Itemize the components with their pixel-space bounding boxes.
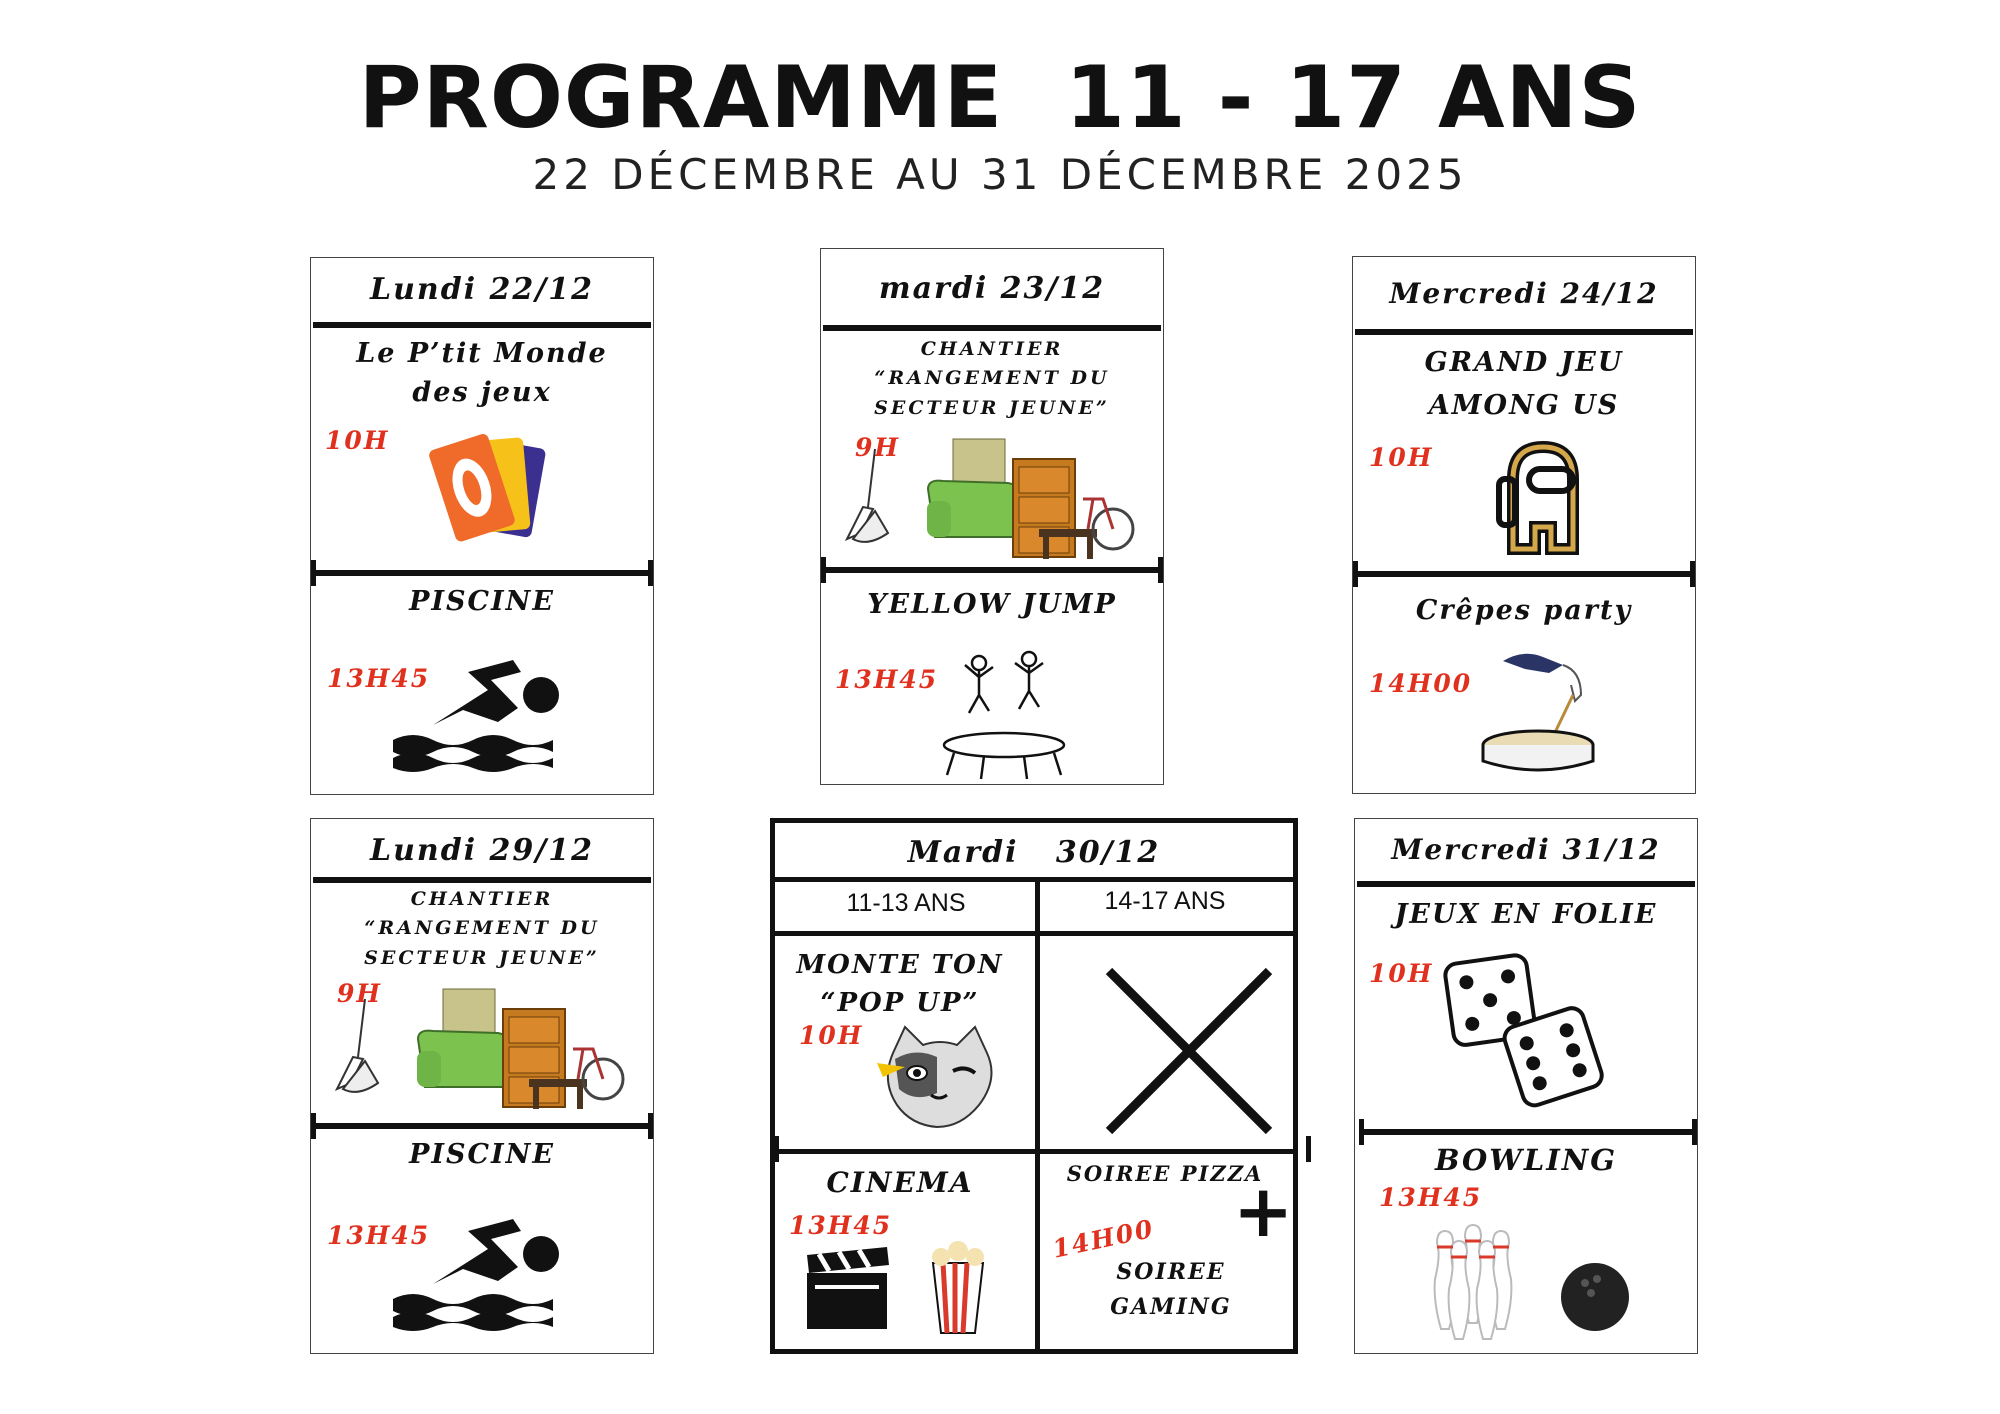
- page-subtitle: 22 DÉCEMBRE AU 31 DÉCEMBRE 2025: [532, 150, 1468, 199]
- divider-end: [1353, 561, 1358, 587]
- divider: [311, 1123, 653, 1129]
- card-mercredi-24: [1352, 256, 1696, 794]
- card-mardi-23: [820, 248, 1164, 785]
- time-label: 13H45: [327, 664, 431, 693]
- column-divider: [1035, 877, 1040, 1349]
- divider: [775, 877, 1293, 882]
- divider-end: [1158, 557, 1163, 583]
- activity-line: GAMING: [1110, 1294, 1232, 1321]
- divider: [1359, 1129, 1697, 1135]
- activity-label: [821, 335, 1163, 423]
- activity-line: Le P’tit Monde: [356, 338, 608, 369]
- activity-label: [775, 947, 1025, 1022]
- divider-end: [821, 557, 826, 583]
- activity-line: MONTE TON: [796, 950, 1004, 980]
- age-group-label: 11-13 ANS: [846, 889, 966, 917]
- time-label: 14H00: [1369, 669, 1473, 698]
- activity-label: [311, 885, 653, 973]
- day-label: Mercredi 31/12: [1391, 833, 1661, 866]
- activity-label: [1353, 341, 1695, 427]
- bowling-icon: [1425, 1221, 1645, 1341]
- activity-label: [311, 334, 653, 412]
- plus-sign: +: [1233, 1169, 1294, 1253]
- divider: [1355, 329, 1693, 335]
- day-label: mardi 23/12: [878, 271, 1106, 306]
- activity-line: CHANTIER: [920, 338, 1064, 360]
- divider: [313, 322, 651, 328]
- card-mardi-30: [770, 818, 1298, 1354]
- time-label: 14H00: [1049, 1213, 1157, 1264]
- activity-label: SOIREE PIZZA: [1066, 1161, 1264, 1186]
- activity-line: “RANGEMENT DU: [874, 367, 1110, 390]
- activity-label: CINEMA: [826, 1166, 974, 1199]
- among-us-icon: [1485, 439, 1595, 559]
- cards-icon: [421, 428, 551, 548]
- divider: [1353, 571, 1695, 577]
- activity-label: Crêpes party: [1415, 595, 1633, 626]
- divider: [823, 325, 1161, 331]
- divider: [775, 931, 1293, 936]
- activity-line: SECTEUR JEUNE”: [364, 946, 600, 969]
- divider-end: [774, 1136, 779, 1162]
- day-label: Mercredi 24/12: [1389, 277, 1659, 310]
- cross-icon: [1099, 961, 1279, 1141]
- divider-end: [1690, 561, 1695, 587]
- crepe-pan-icon: [1463, 645, 1613, 775]
- day-label: Lundi 22/12: [370, 272, 594, 307]
- time-label: 13H45: [327, 1221, 431, 1250]
- activity-line: GRAND JEU: [1424, 347, 1624, 378]
- activity-line: “RANGEMENT DU: [364, 917, 600, 940]
- clapperboard-popcorn-icon: [803, 1233, 1023, 1343]
- activity-label: PISCINE: [409, 586, 555, 617]
- day-label: Lundi 29/12: [370, 833, 594, 868]
- time-label: 10H: [1369, 443, 1434, 472]
- swimmer-icon: [393, 650, 563, 770]
- time-label: 13H45: [789, 1211, 893, 1240]
- time-label: 10H: [1369, 959, 1434, 988]
- activity-line: SOIREE: [1116, 1259, 1226, 1285]
- activity-line: “POP UP”: [820, 987, 980, 1018]
- divider-end: [1306, 1136, 1311, 1162]
- time-label: 13H45: [835, 665, 939, 694]
- activity-label: YELLOW JUMP: [867, 589, 1117, 620]
- page-title: PROGRAMME 11 - 17 ANS: [358, 48, 1642, 148]
- dice-icon: [1441, 949, 1611, 1109]
- card-lundi-22: [310, 257, 654, 795]
- card-lundi-29: [310, 818, 654, 1354]
- swimmer-icon: [393, 1209, 563, 1329]
- activity-line: SECTEUR JEUNE”: [874, 396, 1110, 419]
- age-group-label: 14-17 ANS: [1104, 887, 1226, 915]
- furniture-icon: [333, 979, 633, 1109]
- time-label: 9H: [855, 433, 901, 462]
- time-label: 10H: [325, 426, 390, 455]
- day-label: Mardi 30/12: [907, 835, 1161, 870]
- divider: [775, 1149, 1293, 1154]
- time-label: 10H: [799, 1021, 864, 1050]
- activity-label: PISCINE: [409, 1139, 555, 1170]
- activity-line: AMONG US: [1428, 390, 1620, 422]
- divider: [821, 567, 1163, 573]
- activity-label: JEUX EN FOLIE: [1394, 899, 1658, 930]
- time-label: 9H: [337, 979, 383, 1008]
- time-label: 13H45: [1379, 1183, 1483, 1212]
- divider: [311, 570, 653, 576]
- divider: [1357, 881, 1695, 887]
- activity-label: [1065, 1255, 1277, 1325]
- card-mercredi-31: [1354, 818, 1698, 1354]
- trampoline-icon: [939, 645, 1079, 785]
- divider: [313, 877, 651, 883]
- cat-face-icon: [875, 1023, 1005, 1133]
- activity-line: CHANTIER: [410, 888, 554, 910]
- furniture-icon: [843, 429, 1143, 559]
- activity-line: des jeux: [412, 377, 552, 409]
- activity-label: BOWLING: [1434, 1143, 1618, 1177]
